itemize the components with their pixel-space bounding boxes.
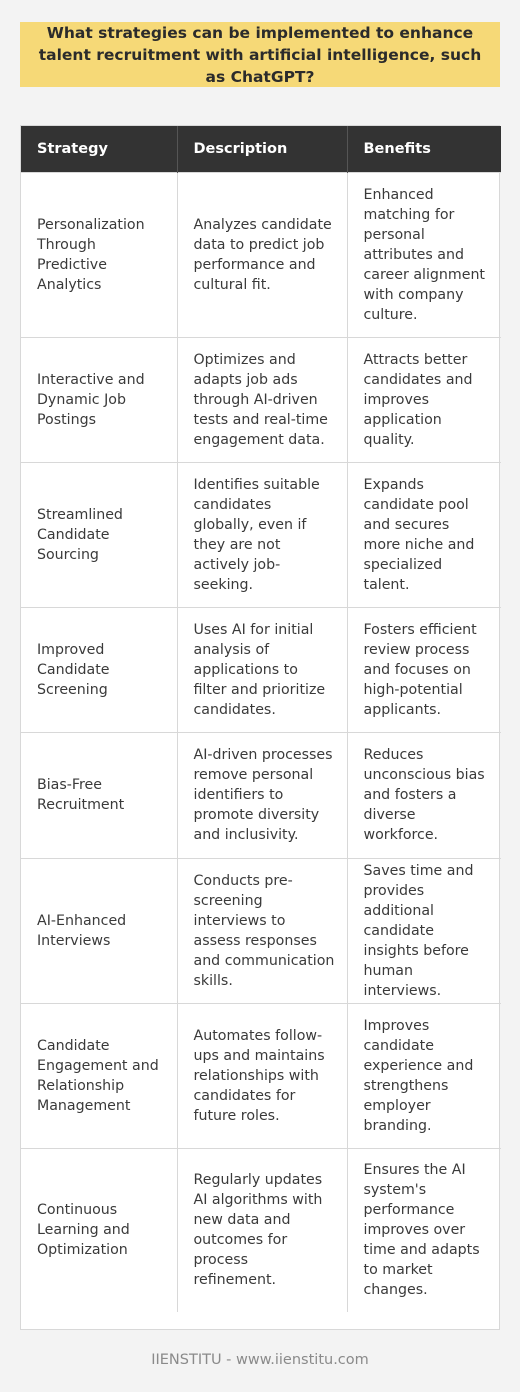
strategy-cell: Interactive and Dynamic Job Postings — [21, 337, 177, 462]
strategy-cell: Personalization Through Predictive Analytics — [21, 172, 177, 337]
title-banner — [20, 22, 500, 87]
table-row — [21, 1148, 501, 1312]
column-header-description: Description — [177, 126, 347, 172]
strategy-cell: AI-Enhanced Interviews — [21, 858, 177, 1003]
description-cell: Optimizes and adapts job ads through AI-driven tests and real-time engagement data. — [177, 337, 347, 462]
benefits-cell: Reduces unconscious bias and fosters a diverse workforce. — [363, 747, 485, 843]
table-body — [21, 172, 501, 1312]
benefits-cell: Improves candidate experience and strengthens employer branding. — [363, 1017, 474, 1134]
benefits-cell: Attracts better candidates and improves application quality. — [363, 351, 473, 448]
description-cell: Analyzes candidate data to predict job performance and cultural fit. — [177, 172, 347, 337]
table-row — [21, 462, 501, 607]
table-row — [21, 858, 501, 1003]
description-cell: Conducts pre-screening interviews to assess responses and communication skills. — [177, 858, 347, 1003]
strategy-cell: Streamlined Candidate Sourcing — [21, 462, 177, 607]
header-row — [21, 126, 501, 172]
footer-credit: IIENSTITU - www.iienstitu.com — [151, 1352, 369, 1368]
table-row — [21, 1003, 501, 1148]
description-cell: Identifies suitable candidates globally, even if they are not actively job-seeking. — [177, 462, 347, 607]
benefits-cell: Ensures the AI system's performance improves over time and adapts to market changes. — [363, 1162, 480, 1299]
description-cell: Automates follow-ups and maintains relationships with candidates for future roles. — [177, 1003, 347, 1148]
strategy-table — [21, 126, 501, 1312]
strategy-cell: Bias-Free Recruitment — [21, 732, 177, 858]
description-cell: Uses AI for initial analysis of applications to filter and prioritize candidates. — [177, 607, 347, 732]
column-header-strategy: Strategy — [21, 126, 177, 172]
strategy-cell: Improved Candidate Screening — [21, 607, 177, 732]
strategy-cell: Continuous Learning and Optimization — [21, 1148, 177, 1312]
table-row — [21, 172, 501, 337]
table-row — [21, 732, 501, 858]
description-cell: Regularly updates AI algorithms with new data and outcomes for process refinement. — [177, 1148, 347, 1312]
column-header-benefits: Benefits — [363, 140, 431, 157]
page-title: What strategies can be implemented to enhance talent recruitment with artificial intelligence, such as ChatGPT? — [38, 23, 482, 86]
strategy-table-container — [20, 125, 500, 1330]
benefits-cell: Expands candidate pool and secures more niche and specialized talent. — [363, 476, 475, 593]
table-row — [21, 607, 501, 732]
strategy-cell: Candidate Engagement and Relationship Management — [21, 1003, 177, 1148]
benefits-cell: Enhanced matching for personal attributes and career alignment with company culture. — [363, 186, 485, 323]
table-row — [21, 337, 501, 462]
benefits-cell: Fosters efficient review process and focuses on high-potential applicants. — [363, 621, 477, 718]
table-header — [21, 126, 501, 172]
benefits-cell: Saves time and provides additional candidate insights before human interviews. — [363, 862, 474, 999]
description-cell: AI-driven processes remove personal identifiers to promote diversity and inclusivity. — [177, 732, 347, 858]
